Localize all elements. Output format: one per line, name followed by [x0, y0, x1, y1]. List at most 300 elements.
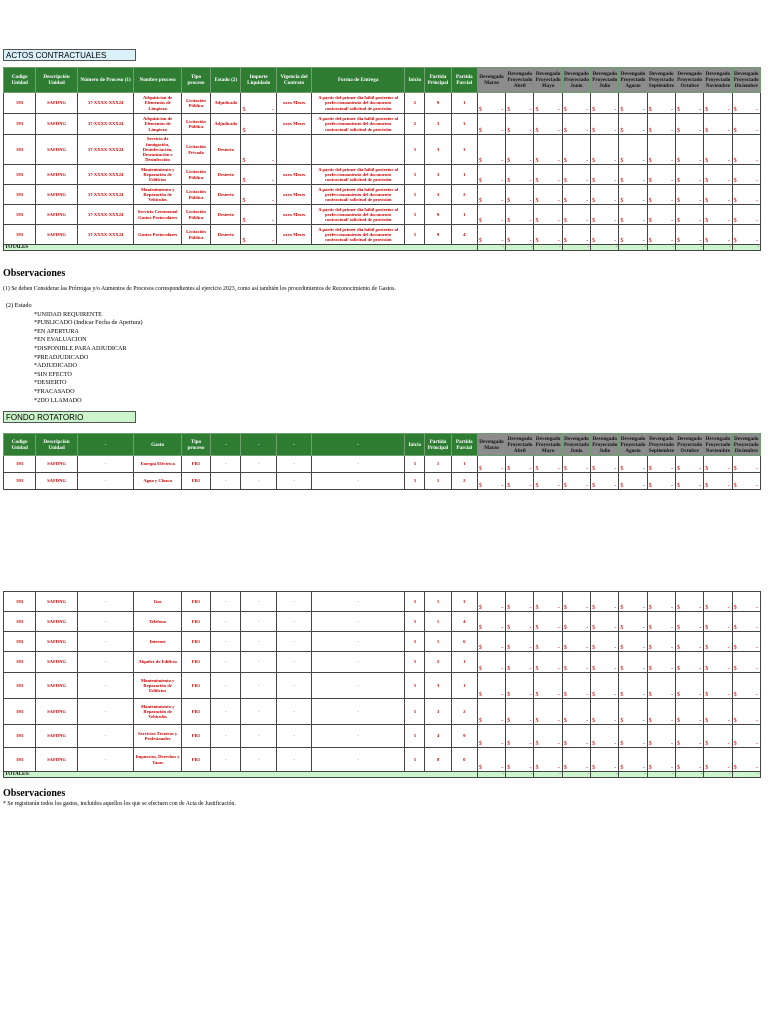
currency-symbol: $ [535, 197, 539, 204]
money-cell [619, 673, 647, 699]
currency-symbol: $ [592, 157, 596, 164]
money-dash: - [271, 237, 274, 244]
money-cell [506, 135, 534, 165]
vigencia-cell: xxxx Meses [276, 165, 311, 185]
money-dash: - [529, 157, 532, 164]
money-cell [675, 699, 703, 725]
estado-item: *UNIDAD REQUIRENTE [34, 310, 102, 318]
money-dash: - [670, 237, 673, 244]
money-dash: - [727, 237, 730, 244]
money-dash: - [756, 177, 758, 184]
partida-principal-cell: 2 [425, 652, 451, 673]
table-row [4, 725, 761, 748]
column-header: Devengado Proyectado Junio [562, 68, 590, 93]
tipo-proceso-cell: Licitación Pública [181, 225, 210, 245]
currency-symbol: $ [676, 740, 680, 747]
money-cell [506, 592, 534, 612]
total-dash: - [704, 245, 732, 251]
totals-label: TOTALES [4, 245, 478, 251]
partida-parcial-cell: 1 [451, 165, 477, 185]
column-header: Partida Principal [425, 434, 451, 456]
table-row [4, 165, 761, 185]
total-dash: - [591, 772, 619, 778]
currency-symbol: $ [563, 717, 567, 724]
currency-symbol: $ [507, 482, 511, 489]
money-cell [241, 185, 276, 205]
money-cell [562, 114, 590, 135]
money-cell [732, 185, 760, 205]
column-header: Estado (2) [211, 68, 241, 93]
currency-symbol: $ [705, 465, 709, 472]
column-header: Devengado Proyectado Mayo [535, 435, 561, 454]
currency-symbol: $ [620, 237, 624, 244]
empty-cell: - [77, 748, 134, 772]
money-cell [591, 135, 619, 165]
currency-symbol: $ [676, 624, 680, 631]
money-cell [704, 225, 732, 245]
money-cell [534, 699, 562, 725]
money-dash: - [670, 717, 673, 724]
forma-entrega-cell: A partir del primer día hábil posterior al perfeccionamiento del documento contractual/ solicitud de provisión [312, 114, 405, 135]
partida-parcial-cell: 6 [451, 632, 477, 652]
currency-symbol: $ [733, 127, 737, 134]
money-cell [619, 225, 647, 245]
table-row [4, 225, 761, 245]
currency-symbol: $ [733, 465, 737, 472]
money-cell [675, 592, 703, 612]
currency-symbol: $ [507, 665, 511, 672]
estado-item: *SIN EFECTO [34, 370, 72, 378]
currency-symbol: $ [705, 624, 709, 631]
money-dash: - [670, 764, 673, 771]
money-cell [732, 205, 760, 225]
column-header: Devengado Proyectado Octubre [675, 68, 703, 93]
currency-symbol: $ [592, 764, 596, 771]
money-cell [534, 725, 562, 748]
column-header: Devengado Proyectado Septiembre [648, 435, 674, 454]
inicio-cell: 3 [405, 205, 425, 225]
money-dash: - [699, 157, 702, 164]
nombre-proceso-cell: Adquisicion de Elementos de Limpieza [134, 93, 182, 114]
money-dash: - [586, 465, 589, 472]
partida-principal-cell: 1 [425, 592, 451, 612]
table-row [4, 456, 761, 473]
money-cell [477, 652, 505, 673]
partida-principal-cell: 3 [425, 114, 451, 135]
empty-cell: - [211, 699, 241, 725]
estado-item: *DISPONIBLE PARA ADJUDICAR [34, 344, 127, 352]
money-cell [732, 748, 760, 772]
currency-symbol: $ [563, 217, 567, 224]
money-cell [675, 225, 703, 245]
money-dash: - [557, 604, 560, 611]
column-header: Devengado Marzo [477, 68, 505, 93]
money-cell [562, 165, 590, 185]
money-dash: - [586, 127, 589, 134]
currency-symbol: $ [535, 237, 539, 244]
money-dash: - [727, 644, 730, 651]
currency-symbol: $ [592, 691, 596, 698]
empty-cell: - [77, 612, 134, 632]
codigo-cell: 593 [4, 185, 36, 205]
money-dash: - [670, 740, 673, 747]
partida-principal-cell: 3 [425, 165, 451, 185]
table-row [4, 699, 761, 725]
money-cell [647, 93, 675, 114]
gasto-cell: Alquiler de Edificio [134, 652, 182, 673]
money-dash: - [586, 482, 589, 489]
forma-entrega-cell [312, 135, 405, 165]
money-dash: - [756, 604, 758, 611]
money-dash: - [670, 644, 673, 651]
empty-cell: - [312, 652, 405, 673]
currency-symbol: $ [478, 106, 482, 113]
empty-cell: - [241, 699, 276, 725]
forma-entrega-cell: A partir del primer día hábil posterior al perfeccionamiento del documento contractual/ solicitud de provisión [312, 205, 405, 225]
empty-cell: - [77, 456, 134, 473]
currency-symbol: $ [507, 717, 511, 724]
money-cell [675, 473, 703, 490]
currency-symbol: $ [242, 127, 246, 134]
estado-cell: Desierto [211, 205, 241, 225]
codigo-cell: 593 [4, 225, 36, 245]
currency-symbol: $ [535, 740, 539, 747]
empty-cell: - [312, 612, 405, 632]
money-cell [647, 748, 675, 772]
money-dash: - [501, 764, 504, 771]
currency-symbol: $ [620, 217, 624, 224]
money-cell [534, 205, 562, 225]
empty-cell: - [312, 632, 405, 652]
money-cell [704, 165, 732, 185]
money-cell [647, 473, 675, 490]
money-dash: - [557, 465, 560, 472]
money-dash: - [557, 644, 560, 651]
currency-symbol: $ [535, 764, 539, 771]
tipo-proceso-cell: Licitación Pública [181, 185, 210, 205]
currency-symbol: $ [620, 177, 624, 184]
money-cell [506, 748, 534, 772]
partida-parcial-cell: 2 [451, 473, 477, 490]
fondo-table [3, 433, 761, 490]
money-dash: - [586, 764, 589, 771]
currency-symbol: $ [592, 217, 596, 224]
money-cell [675, 632, 703, 652]
money-cell [704, 673, 732, 699]
total-dash: - [619, 772, 647, 778]
currency-symbol: $ [648, 197, 652, 204]
currency-symbol: $ [733, 106, 737, 113]
inicio-cell: 3 [405, 725, 425, 748]
partida-principal-cell: 9 [425, 225, 451, 245]
money-cell [704, 135, 732, 165]
descripcion-cell: SAFDNG [36, 114, 77, 135]
money-dash: - [614, 197, 617, 204]
empty-cell: - [77, 699, 134, 725]
currency-symbol: $ [620, 665, 624, 672]
currency-symbol: $ [592, 106, 596, 113]
money-dash: - [586, 691, 589, 698]
money-cell [506, 473, 534, 490]
currency-symbol: $ [535, 157, 539, 164]
money-cell [732, 93, 760, 114]
money-cell [477, 93, 505, 114]
numero-proceso-cell: 37-XXXX-XXX24 [77, 205, 134, 225]
totals-row [4, 245, 761, 251]
estado-item: *2DO LLAMADO [34, 396, 82, 404]
money-dash: - [642, 482, 645, 489]
money-dash: - [271, 157, 274, 164]
column-header: Tipo proceso [181, 434, 210, 456]
money-cell [562, 748, 590, 772]
money-dash: - [529, 197, 532, 204]
money-dash: - [271, 106, 274, 113]
currency-symbol: $ [507, 127, 511, 134]
currency-symbol: $ [592, 177, 596, 184]
total-dash: - [675, 772, 703, 778]
empty-cell: - [211, 456, 241, 473]
partida-principal-cell: 3 [425, 699, 451, 725]
table-row [4, 93, 761, 114]
table-row [4, 135, 761, 165]
currency-symbol: $ [242, 106, 246, 113]
money-cell [591, 473, 619, 490]
money-cell [534, 456, 562, 473]
partida-parcial-cell: 1 [451, 652, 477, 673]
money-dash: - [727, 764, 730, 771]
money-dash: - [642, 764, 645, 771]
money-cell [477, 632, 505, 652]
currency-symbol: $ [563, 237, 567, 244]
tipo-proceso-cell: FR1 [181, 673, 210, 699]
money-dash: - [614, 644, 617, 651]
partida-parcial-cell: 2 [451, 185, 477, 205]
money-dash: - [756, 465, 758, 472]
currency-symbol: $ [705, 127, 709, 134]
money-dash: - [727, 197, 730, 204]
money-dash: - [699, 740, 702, 747]
money-cell [704, 473, 732, 490]
money-cell [591, 93, 619, 114]
estado-cell: Desierto [211, 135, 241, 165]
money-dash: - [699, 644, 702, 651]
money-dash: - [756, 624, 758, 631]
empty-cell: - [312, 673, 405, 699]
money-dash: - [727, 177, 730, 184]
money-dash: - [614, 740, 617, 747]
money-cell [704, 93, 732, 114]
money-cell [241, 205, 276, 225]
partida-parcial-cell: 1 [451, 456, 477, 473]
currency-symbol: $ [535, 482, 539, 489]
empty-cell: - [276, 612, 311, 632]
money-cell [647, 225, 675, 245]
column-header: Partida Principal [425, 68, 451, 93]
currency-symbol: $ [592, 740, 596, 747]
money-cell [562, 673, 590, 699]
observaciones-note-1: (1) Se deben Considerar las Prórrogas y/o Aumentos de Procesos correspondientes al ejercicio 2023, como así también los procedimientos de Reconocimiento de Gastos. [3, 286, 396, 292]
money-cell [562, 135, 590, 165]
estado-item: *PUBLICADO (Indicar Fecha de Apertura) [34, 319, 143, 327]
empty-cell: - [77, 652, 134, 673]
currency-symbol: $ [676, 764, 680, 771]
money-dash: - [271, 177, 274, 184]
money-dash: - [699, 624, 702, 631]
nombre-proceso-cell: Servicio Ceremonial Gastos Protocolares [134, 205, 182, 225]
currency-symbol: $ [478, 691, 482, 698]
currency-symbol: $ [705, 764, 709, 771]
currency-symbol: $ [705, 604, 709, 611]
money-dash: - [501, 644, 504, 651]
money-cell [647, 114, 675, 135]
empty-cell: - [276, 473, 311, 490]
descripcion-cell: SAFDNG [36, 592, 77, 612]
money-cell [619, 165, 647, 185]
money-cell [534, 652, 562, 673]
money-dash: - [586, 740, 589, 747]
empty-cell: - [241, 632, 276, 652]
currency-symbol: $ [592, 127, 596, 134]
money-cell [647, 205, 675, 225]
column-header: Devengado Proyectado Noviembre [705, 435, 731, 454]
currency-symbol: $ [733, 740, 737, 747]
money-cell [562, 632, 590, 652]
money-cell [534, 632, 562, 652]
money-dash: - [642, 197, 645, 204]
forma-entrega-cell: A partir del primer día hábil posterior al perfeccionamiento del documento contractual/ solicitud de provisión [312, 225, 405, 245]
empty-cell: - [241, 748, 276, 772]
currency-symbol: $ [676, 127, 680, 134]
currency-symbol: $ [535, 665, 539, 672]
empty-cell: - [276, 748, 311, 772]
money-dash: - [529, 740, 532, 747]
empty-cell: - [241, 592, 276, 612]
money-dash: - [756, 717, 758, 724]
money-dash: - [727, 106, 730, 113]
money-cell [675, 673, 703, 699]
money-dash: - [642, 717, 645, 724]
numero-proceso-cell: 37-XXXX-XXX24 [77, 165, 134, 185]
codigo-cell: 593 [4, 652, 36, 673]
money-cell [619, 456, 647, 473]
money-cell [562, 725, 590, 748]
currency-symbol: $ [648, 482, 652, 489]
column-header: Devengado Proyectado Agosto [619, 68, 647, 93]
numero-proceso-cell: 37-XXXX-XXX24 [77, 135, 134, 165]
empty-cell: - [77, 632, 134, 652]
empty-cell: - [241, 612, 276, 632]
money-cell [562, 612, 590, 632]
money-dash: - [699, 127, 702, 134]
money-dash: - [756, 644, 758, 651]
column-header: Devengado Proyectado Julio [591, 68, 619, 93]
money-dash: - [557, 691, 560, 698]
numero-proceso-cell: 37-XXXX-XXX24 [77, 93, 134, 114]
currency-symbol: $ [676, 106, 680, 113]
currency-symbol: $ [733, 691, 737, 698]
money-dash: - [501, 482, 504, 489]
inicio-cell: 3 [405, 165, 425, 185]
currency-symbol: $ [478, 740, 482, 747]
empty-cell: - [276, 673, 311, 699]
tipo-proceso-cell: FR1 [181, 725, 210, 748]
inicio-cell: 3 [405, 699, 425, 725]
money-dash: - [614, 482, 617, 489]
currency-symbol: $ [478, 465, 482, 472]
partida-principal-cell: 1 [425, 473, 451, 490]
inicio-cell: 2 [405, 114, 425, 135]
partida-principal-cell: 3 [425, 673, 451, 699]
currency-symbol: $ [648, 106, 652, 113]
codigo-cell: 593 [4, 93, 36, 114]
currency-symbol: $ [563, 197, 567, 204]
money-dash: - [756, 691, 758, 698]
money-cell [675, 205, 703, 225]
money-cell [241, 114, 276, 135]
money-cell [591, 699, 619, 725]
currency-symbol: $ [507, 465, 511, 472]
observaciones-title-1: Observaciones [3, 268, 66, 279]
money-cell [534, 135, 562, 165]
money-dash: - [670, 691, 673, 698]
money-dash: - [529, 237, 532, 244]
money-dash: - [614, 465, 617, 472]
currency-symbol: $ [705, 157, 709, 164]
currency-symbol: $ [563, 644, 567, 651]
money-dash: - [756, 106, 758, 113]
money-dash: - [501, 717, 504, 724]
money-dash: - [642, 465, 645, 472]
empty-cell: - [211, 473, 241, 490]
money-cell [647, 456, 675, 473]
partida-parcial-cell: 2 [451, 699, 477, 725]
empty-cell: - [211, 748, 241, 772]
tipo-proceso-cell: FR1 [181, 748, 210, 772]
currency-symbol: $ [563, 604, 567, 611]
descripcion-cell: SAFDNG [36, 205, 77, 225]
money-cell [732, 135, 760, 165]
currency-symbol: $ [705, 691, 709, 698]
money-dash: - [756, 197, 758, 204]
currency-symbol: $ [592, 604, 596, 611]
currency-symbol: $ [535, 644, 539, 651]
currency-symbol: $ [563, 157, 567, 164]
money-dash: - [642, 691, 645, 698]
descripcion-cell: SAFDNG [36, 699, 77, 725]
partida-principal-cell: 9 [425, 93, 451, 114]
money-cell [477, 205, 505, 225]
money-cell [506, 652, 534, 673]
codigo-cell: 593 [4, 632, 36, 652]
money-dash: - [699, 764, 702, 771]
column-header: Gasto [134, 434, 182, 456]
currency-symbol: $ [733, 157, 737, 164]
money-cell [647, 135, 675, 165]
partida-parcial-cell: 1 [451, 205, 477, 225]
currency-symbol: $ [620, 764, 624, 771]
empty-cell: - [211, 725, 241, 748]
partida-parcial-cell: 4 [451, 225, 477, 245]
currency-symbol: $ [620, 157, 624, 164]
money-dash: - [699, 482, 702, 489]
currency-symbol: $ [705, 197, 709, 204]
money-cell [704, 652, 732, 673]
currency-symbol: $ [620, 717, 624, 724]
nombre-proceso-cell: Mantenimiento y Reparación de Edificios [134, 165, 182, 185]
partida-parcial-cell: 3 [451, 592, 477, 612]
partida-parcial-cell: 9 [451, 725, 477, 748]
money-dash: - [614, 127, 617, 134]
